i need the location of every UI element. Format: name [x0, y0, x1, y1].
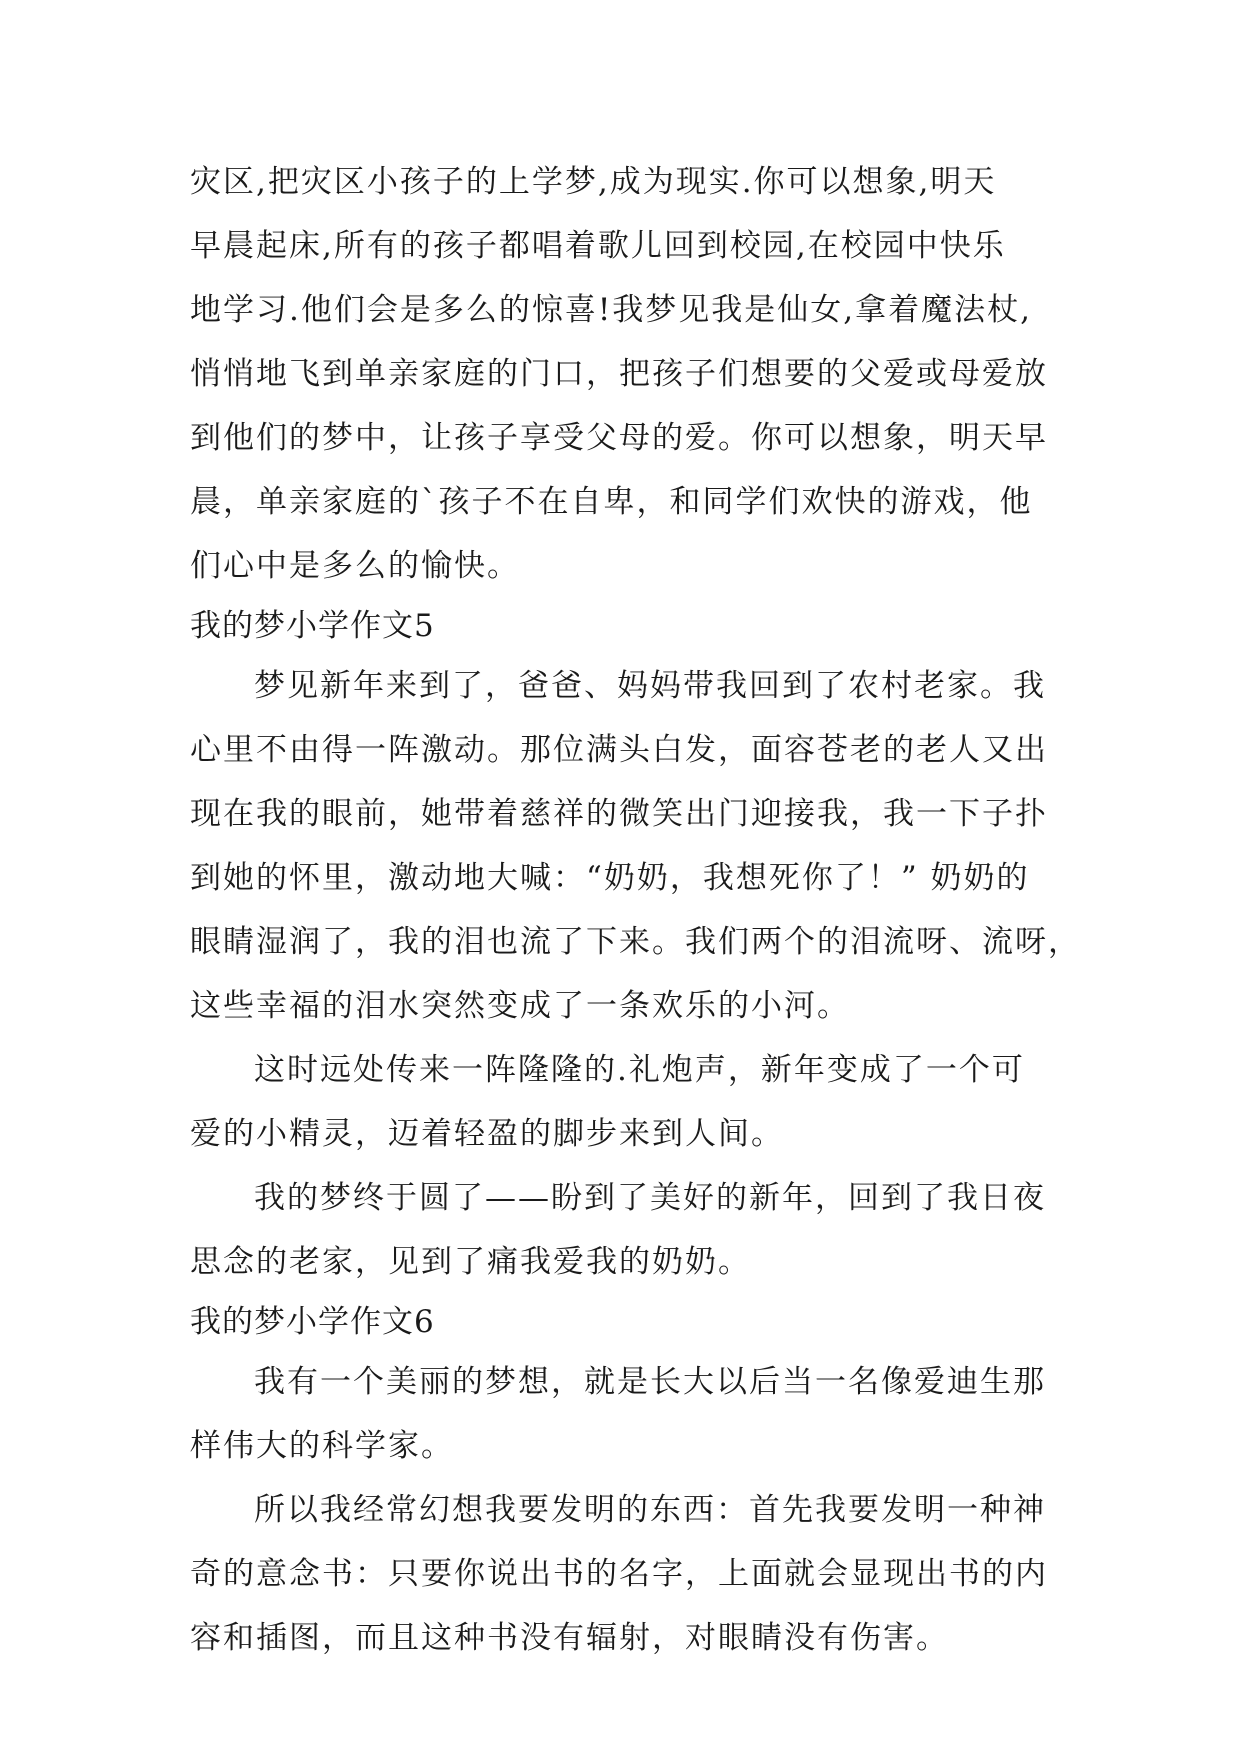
- paragraph: [190, 1350, 1050, 1478]
- text-line: 到她的怀里，激动地大喊：“奶奶，我想死你了！” 奶奶的: [190, 860, 1030, 896]
- text-line: 我有一个美丽的梦想，就是长大以后当一名像爱迪生那: [254, 1364, 1046, 1400]
- text-line: 我的梦终于圆了——盼到了美好的新年，回到了我日夜: [254, 1180, 1046, 1216]
- text-line: 到他们的梦中，让孩子享受父母的爱。你可以想象，明天早: [190, 420, 1048, 456]
- text-line: 眼睛湿润了，我的泪也流了下来。我们两个的泪流呀、流呀，: [190, 924, 1081, 960]
- text-line: 奇的意念书：只要你说出书的名字，上面就会显现出书的内: [190, 1556, 1048, 1592]
- paragraph: [190, 1038, 1050, 1166]
- text-line: 灾区,把灾区小孩子的上学梦,成为现实.你可以想象,明天: [190, 164, 997, 200]
- text-line: 所以我经常幻想我要发明的东西：首先我要发明一种神: [254, 1492, 1046, 1528]
- text-line: 样伟大的科学家。: [190, 1428, 454, 1464]
- text-line: 悄悄地飞到单亲家庭的门口，把孩子们想要的父爱或母爱放: [190, 356, 1048, 392]
- text-line: 心里不由得一阵激动。那位满头白发，面容苍老的老人又出: [190, 732, 1048, 768]
- text-line: 爱的小精灵，迈着轻盈的脚步来到人间。: [190, 1116, 784, 1152]
- text-line: 现在我的眼前，她带着慈祥的微笑出门迎接我，我一下子扑: [190, 796, 1048, 832]
- paragraph-continued: [190, 150, 1050, 598]
- text-line: 思念的老家，见到了痛我爱我的奶奶。: [190, 1244, 751, 1280]
- paragraph: [190, 1166, 1050, 1294]
- text-line: 这些幸福的泪水突然变成了一条欢乐的小河。: [190, 988, 850, 1024]
- text-line: 容和插图，而且这种书没有辐射，对眼睛没有伤害。: [190, 1620, 949, 1656]
- text-line: 梦见新年来到了，爸爸、妈妈带我回到了农村老家。我: [254, 668, 1046, 704]
- text-line: 早晨起床,所有的孩子都唱着歌儿回到校园,在校园中快乐: [190, 228, 1006, 264]
- text-line: 们心中是多么的愉快。: [190, 548, 520, 584]
- section-heading-5: 我的梦小学作文5: [190, 608, 435, 644]
- text-line: 地学习.他们会是多么的惊喜!我梦见我是仙女,拿着魔法杖,: [190, 292, 1033, 328]
- essay-body: [190, 150, 1081, 1670]
- section-heading-6: 我的梦小学作文6: [190, 1304, 435, 1340]
- text-line: 晨，单亲家庭的`孩子不在自卑，和同学们欢快的游戏，他: [190, 484, 1033, 520]
- paragraph: [190, 654, 1081, 1038]
- text-line: 这时远处传来一阵隆隆的.礼炮声，新年变成了一个可: [254, 1052, 1025, 1088]
- paragraph: [190, 1478, 1050, 1670]
